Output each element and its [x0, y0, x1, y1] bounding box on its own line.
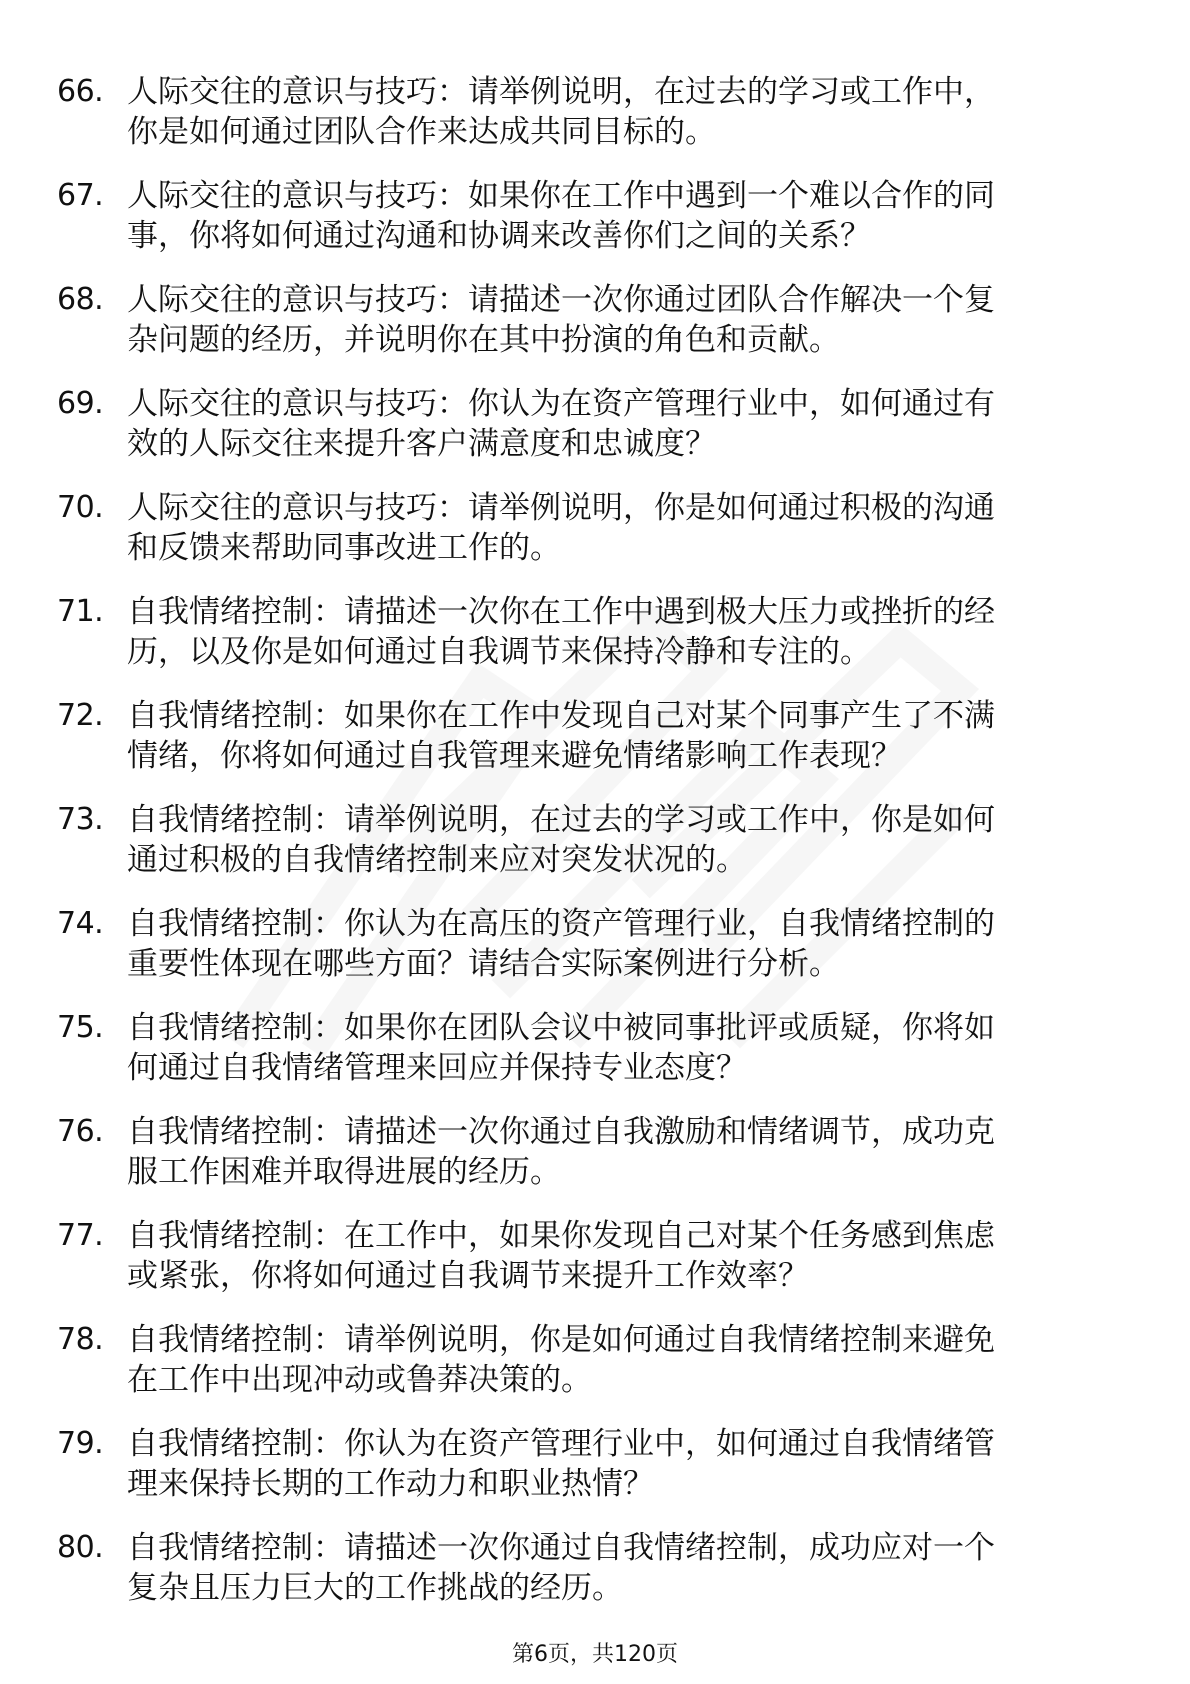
item-text-line: 你是如何通过团队合作来达成共同目标的。	[127, 114, 716, 150]
list-item	[0, 592, 1190, 696]
item-text-line: 在工作中出现冲动或鲁莽决策的。	[127, 1362, 592, 1398]
item-text	[127, 1424, 1127, 1504]
item-text	[127, 1112, 1127, 1192]
item-number: 76.	[57, 1114, 104, 1149]
item-text	[127, 696, 1127, 776]
item-text-line: 复杂且压力巨大的工作挑战的经历。	[127, 1570, 623, 1606]
list-item	[0, 1216, 1190, 1320]
list-item	[0, 1528, 1190, 1632]
item-text-line: 重要性体现在哪些方面？请结合实际案例进行分析。	[127, 946, 840, 982]
item-text-line: 自我情绪控制：请描述一次你通过自我情绪控制，成功应对一个	[127, 1530, 995, 1566]
item-number: 72.	[57, 698, 104, 733]
item-number: 69.	[57, 386, 104, 421]
item-text	[127, 1008, 1127, 1088]
item-text-line: 自我情绪控制：请描述一次你在工作中遇到极大压力或挫折的经	[127, 594, 995, 630]
item-text	[127, 488, 1127, 568]
list-item	[0, 488, 1190, 592]
item-text-line: 事，你将如何通过沟通和协调来改善你们之间的关系？	[127, 218, 871, 254]
list-item	[0, 1008, 1190, 1112]
item-number: 68.	[57, 282, 104, 317]
item-text-line: 人际交往的意识与技巧：你认为在资产管理行业中，如何通过有	[127, 386, 995, 422]
list-item	[0, 1112, 1190, 1216]
item-text	[127, 904, 1127, 984]
item-text-line: 服工作困难并取得进展的经历。	[127, 1154, 561, 1190]
item-text-line: 人际交往的意识与技巧：请描述一次你通过团队合作解决一个复	[127, 282, 995, 318]
list-item	[0, 696, 1190, 800]
item-text-line: 何通过自我情绪管理来回应并保持专业态度？	[127, 1050, 747, 1086]
item-number: 80.	[57, 1530, 104, 1565]
item-text	[127, 280, 1127, 360]
item-text-line: 自我情绪控制：你认为在资产管理行业中，如何通过自我情绪管	[127, 1426, 995, 1462]
list-item	[0, 384, 1190, 488]
page-footer: 第6页，共120页	[512, 1642, 678, 1667]
item-number: 70.	[57, 490, 104, 525]
item-text	[127, 384, 1127, 464]
item-number: 74.	[57, 906, 104, 941]
item-text	[127, 176, 1127, 256]
question-list	[0, 72, 1190, 1632]
list-item	[0, 1424, 1190, 1528]
item-text-line: 效的人际交往来提升客户满意度和忠诚度？	[127, 426, 716, 462]
item-text-line: 和反馈来帮助同事改进工作的。	[127, 530, 561, 566]
item-text-line: 自我情绪控制：在工作中，如果你发现自己对某个任务感到焦虑	[127, 1218, 995, 1254]
item-text	[127, 800, 1127, 880]
list-item	[0, 72, 1190, 176]
item-text-line: 人际交往的意识与技巧：请举例说明，在过去的学习或工作中，	[127, 74, 995, 110]
list-item	[0, 904, 1190, 1008]
list-item	[0, 1320, 1190, 1424]
item-text-line: 杂问题的经历，并说明你在其中扮演的角色和贡献。	[127, 322, 840, 358]
item-number: 78.	[57, 1322, 104, 1357]
item-text	[127, 72, 1127, 152]
item-text-line: 自我情绪控制：如果你在团队会议中被同事批评或质疑，你将如	[127, 1010, 995, 1046]
item-text-line: 或紧张，你将如何通过自我调节来提升工作效率？	[127, 1258, 809, 1294]
item-text	[127, 1216, 1127, 1296]
item-text-line: 理来保持长期的工作动力和职业热情？	[127, 1466, 654, 1502]
item-text	[127, 592, 1127, 672]
item-text-line: 情绪，你将如何通过自我管理来避免情绪影响工作表现？	[127, 738, 902, 774]
item-text-line: 自我情绪控制：请举例说明，在过去的学习或工作中，你是如何	[127, 802, 995, 838]
item-number: 67.	[57, 178, 104, 213]
item-number: 66.	[57, 74, 104, 109]
item-number: 77.	[57, 1218, 104, 1253]
item-text	[127, 1320, 1127, 1400]
item-number: 75.	[57, 1010, 104, 1045]
item-number: 73.	[57, 802, 104, 837]
item-number: 71.	[57, 594, 104, 629]
item-text-line: 自我情绪控制：如果你在工作中发现自己对某个同事产生了不满	[127, 698, 995, 734]
item-text-line: 人际交往的意识与技巧：请举例说明，你是如何通过积极的沟通	[127, 490, 995, 526]
item-text-line: 人际交往的意识与技巧：如果你在工作中遇到一个难以合作的同	[127, 178, 995, 214]
item-text-line: 自我情绪控制：请举例说明，你是如何通过自我情绪控制来避免	[127, 1322, 995, 1358]
list-item	[0, 800, 1190, 904]
item-text-line: 自我情绪控制：请描述一次你通过自我激励和情绪调节，成功克	[127, 1114, 995, 1150]
item-text-line: 通过积极的自我情绪控制来应对突发状况的。	[127, 842, 747, 878]
item-text	[127, 1528, 1127, 1608]
list-item	[0, 280, 1190, 384]
list-item	[0, 176, 1190, 280]
item-text-line: 自我情绪控制：你认为在高压的资产管理行业，自我情绪控制的	[127, 906, 995, 942]
item-number: 79.	[57, 1426, 104, 1461]
item-text-line: 历，以及你是如何通过自我调节来保持冷静和专注的。	[127, 634, 871, 670]
